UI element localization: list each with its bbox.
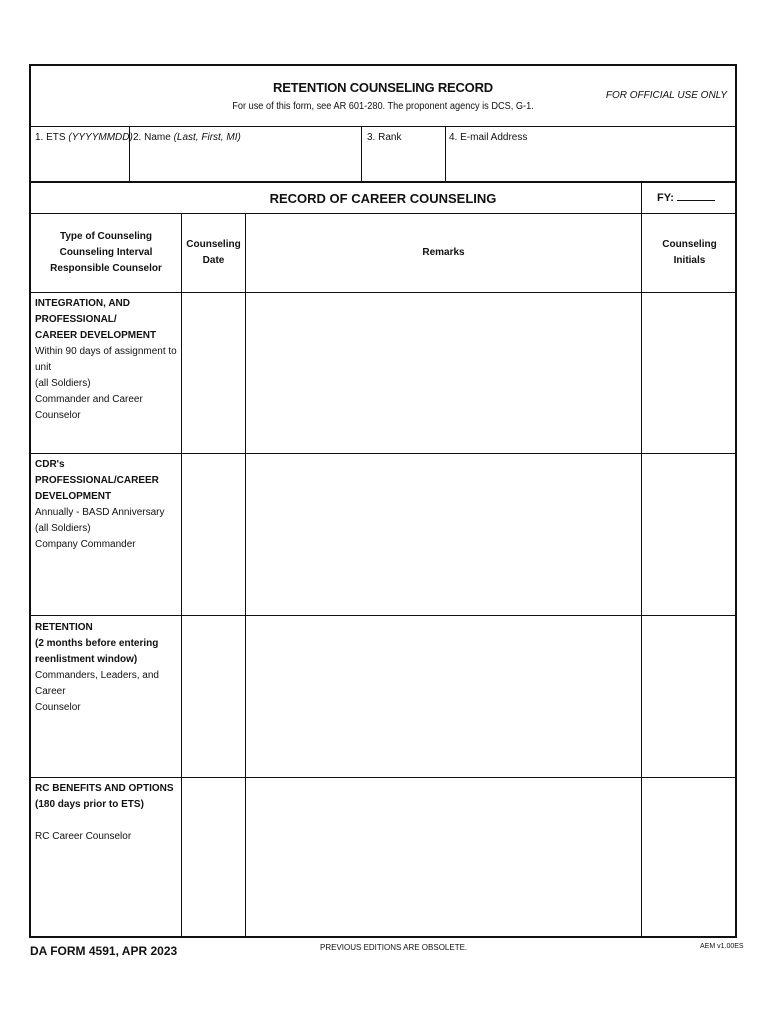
column-header-initials: Counseling Initials (662, 239, 717, 266)
counseling-type-retention (35, 620, 183, 716)
row-counselor: RC Career Counselor (35, 831, 132, 842)
divider (641, 181, 642, 213)
column-header-type: Type of Counseling Counseling Interval Responsible Counselor (50, 231, 162, 274)
row-title: INTEGRATION, AND PROFESSIONAL/ (35, 298, 130, 325)
date-cell[interactable] (182, 616, 244, 776)
row-title: CAREER DEVELOPMENT (35, 330, 157, 341)
remarks-cell[interactable] (246, 616, 640, 776)
row-interval: Within 90 days of assignment to unit (35, 346, 177, 373)
form-subtitle: For use of this form, see AR 601-280. The proponent agency is DCS, G-1. (232, 101, 534, 112)
divider (31, 213, 735, 214)
row-applicability: (all Soldiers) (35, 523, 91, 534)
row-title: (2 months before entering (35, 638, 159, 649)
ets-input-area[interactable] (35, 146, 125, 176)
date-cell[interactable] (182, 293, 244, 453)
initials-cell[interactable] (642, 293, 737, 453)
version-label: AEM v1.00ES (700, 943, 744, 950)
row-interval: Annually - BASD Anniversary (35, 507, 165, 518)
date-cell[interactable] (182, 454, 244, 614)
retention-counseling-form (29, 64, 737, 938)
row-counselor: Counselor (35, 702, 81, 713)
row-counselor: Commanders, Leaders, and Career (35, 670, 159, 697)
initials-cell[interactable] (642, 616, 737, 776)
ets-field-label: 1. ETS (YYYYMMDD) (35, 132, 133, 143)
form-title: RETENTION COUNSELING RECORD (273, 80, 493, 95)
divider (31, 181, 735, 183)
section-title: RECORD OF CAREER COUNSELING (269, 191, 497, 206)
remarks-cell[interactable] (246, 293, 640, 453)
counseling-type-cdr-professional (35, 457, 183, 553)
divider (129, 126, 130, 181)
row-title: RC BENEFITS AND OPTIONS (35, 783, 174, 794)
counseling-type-integration (35, 296, 183, 424)
fy-field[interactable]: FY: (657, 190, 715, 204)
remarks-cell[interactable] (246, 778, 640, 936)
row-counselor: Company Commander (35, 539, 136, 550)
obsolete-notice: PREVIOUS EDITIONS ARE OBSOLETE. (320, 943, 468, 952)
row-title: reenlistment window) (35, 654, 138, 665)
email-field-label: 4. E-mail Address (449, 132, 528, 143)
rank-field-label: 3. Rank (367, 132, 402, 143)
row-title: DEVELOPMENT (35, 491, 112, 502)
row-title: CDR's PROFESSIONAL/CAREER (35, 459, 159, 486)
initials-cell[interactable] (642, 454, 737, 614)
row-title: (180 days prior to ETS) (35, 799, 144, 810)
row-counselor: Commander and Career Counselor (35, 394, 143, 421)
initials-cell[interactable] (642, 778, 737, 936)
rank-input-area[interactable] (367, 146, 441, 176)
divider (31, 126, 735, 127)
remarks-cell[interactable] (246, 454, 640, 614)
divider (445, 126, 446, 181)
date-cell[interactable] (182, 778, 244, 936)
column-header-date: Counseling Date (186, 239, 241, 266)
email-input-area[interactable] (449, 146, 733, 176)
counseling-type-rc-benefits (35, 781, 183, 845)
row-spacer (35, 813, 183, 829)
classification-label: FOR OFFICIAL USE ONLY (605, 90, 727, 101)
form-number: DA FORM 4591, APR 2023 (30, 944, 178, 958)
row-title: RETENTION (35, 622, 93, 633)
name-input-area[interactable] (133, 146, 357, 176)
divider (361, 126, 362, 181)
name-field-label: 2. Name (Last, First, MI) (133, 132, 241, 143)
column-header-remarks: Remarks (422, 247, 465, 258)
row-applicability: (all Soldiers) (35, 378, 91, 389)
